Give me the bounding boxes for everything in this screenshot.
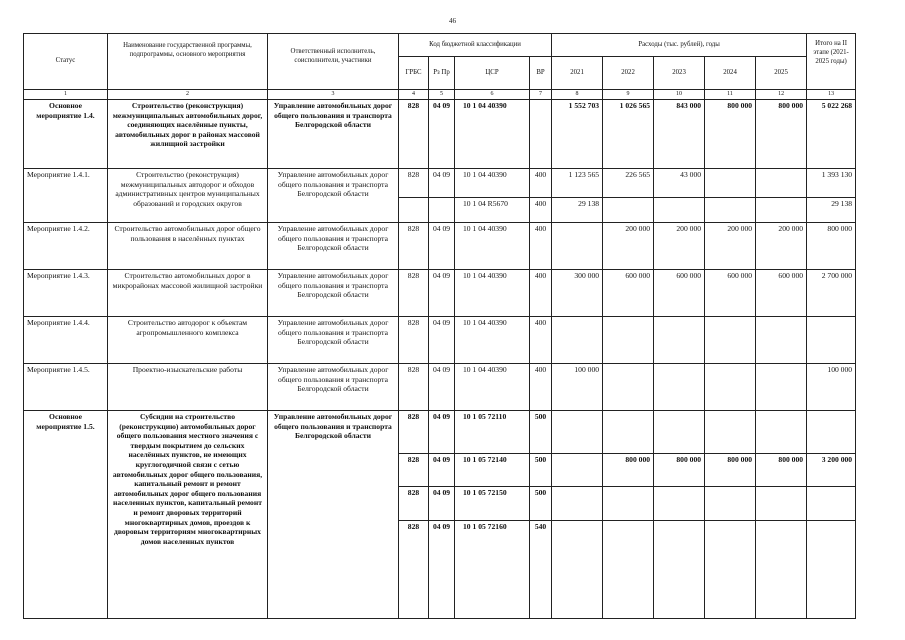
value-2021 bbox=[552, 521, 603, 619]
value-2025 bbox=[756, 411, 807, 454]
name-cell: Проектно-изыскательские работы bbox=[108, 364, 268, 411]
value-2022 bbox=[603, 521, 654, 619]
value-2024: 200 000 bbox=[705, 223, 756, 270]
grbs-cell: 828 bbox=[399, 100, 429, 169]
value-2025 bbox=[756, 198, 807, 223]
csr-cell: 10 1 04 40390 bbox=[455, 169, 530, 198]
col-number: 2 bbox=[108, 90, 268, 100]
table-row bbox=[24, 270, 856, 317]
rzpr-cell: 04 09 bbox=[429, 169, 455, 198]
vr-cell: 400 bbox=[530, 317, 552, 364]
total-cell: 29 138 bbox=[807, 198, 856, 223]
value-2022: 226 565 bbox=[603, 169, 654, 198]
name-cell: Строительство (реконструкция) межмуниципальных автомобильных дорог, соединяющих населённые пункты, автомобильных дорог в районах массовой жилищной застройки bbox=[108, 100, 268, 169]
status-cell: Мероприятие 1.4.3. bbox=[24, 270, 108, 317]
grbs-cell: 828 bbox=[399, 487, 429, 521]
value-2025: 800 000 bbox=[756, 100, 807, 169]
executor-cell: Управление автомобильных дорог общего пользования и транспорта Белгородской области bbox=[268, 364, 399, 411]
vr-cell: 500 bbox=[530, 454, 552, 487]
total-cell: 1 393 130 bbox=[807, 169, 856, 198]
header-expenses: Расходы (тыс. рублей), годы bbox=[552, 34, 807, 57]
col-number: 3 bbox=[268, 90, 399, 100]
status-cell: Мероприятие 1.4.5. bbox=[24, 364, 108, 411]
value-2024 bbox=[705, 521, 756, 619]
value-2024: 800 000 bbox=[705, 454, 756, 487]
name-cell: Строительство автодорог к объектам агропромышленного комплекса bbox=[108, 317, 268, 364]
value-2023 bbox=[654, 521, 705, 619]
value-2022: 200 000 bbox=[603, 223, 654, 270]
vr-cell: 500 bbox=[530, 411, 552, 454]
vr-cell: 400 bbox=[530, 270, 552, 317]
name-cell: Строительство автомобильных дорог общего пользования в населённых пунктах bbox=[108, 223, 268, 270]
total-cell: 3 200 000 bbox=[807, 454, 856, 487]
value-2024 bbox=[705, 411, 756, 454]
rzpr-cell: 04 09 bbox=[429, 411, 455, 454]
value-2023: 800 000 bbox=[654, 454, 705, 487]
value-2021 bbox=[552, 487, 603, 521]
header-2024: 2024 bbox=[705, 57, 756, 90]
status-cell: Мероприятие 1.4.4. bbox=[24, 317, 108, 364]
value-2021: 300 000 bbox=[552, 270, 603, 317]
header-grbs: ГРБС bbox=[399, 57, 429, 90]
executor-cell: Управление автомобильных дорог общего пользования и транспорта Белгородской области bbox=[268, 411, 399, 619]
value-2021 bbox=[552, 411, 603, 454]
value-2022 bbox=[603, 411, 654, 454]
rzpr-cell: 04 09 bbox=[429, 317, 455, 364]
value-2022 bbox=[603, 317, 654, 364]
executor-cell: Управление автомобильных дорог общего пользования и транспорта Белгородской области bbox=[268, 270, 399, 317]
vr-cell: 400 bbox=[530, 169, 552, 198]
rzpr-cell: 04 09 bbox=[429, 223, 455, 270]
value-2025 bbox=[756, 169, 807, 198]
value-2024: 600 000 bbox=[705, 270, 756, 317]
total-cell: 100 000 bbox=[807, 364, 856, 411]
column-number-row bbox=[24, 90, 856, 100]
header-2021: 2021 bbox=[552, 57, 603, 90]
total-cell bbox=[807, 317, 856, 364]
value-2025: 200 000 bbox=[756, 223, 807, 270]
grbs-cell: 828 bbox=[399, 270, 429, 317]
name-cell: Субсидии на строительство (реконструкцию) автомобильных дорог общего пользования местного значения с твердым покрытием до сельских населённых пунктов, не имеющих круглогодичной связи с сетью автомобильных дорог общего пользования, капитальный ремонт и ремонт автомобильных дорог общего пользования населенных пунктов, капитальный ремонт и ремонт дворовых территорий многоквартирных домов, проездов к дворовым территориям многоквартирных домов населенных пунктов bbox=[108, 411, 268, 619]
value-2022: 1 026 565 bbox=[603, 100, 654, 169]
rzpr-cell bbox=[429, 198, 455, 223]
rzpr-cell: 04 09 bbox=[429, 100, 455, 169]
grbs-cell: 828 bbox=[399, 521, 429, 619]
value-2023: 43 000 bbox=[654, 169, 705, 198]
value-2023 bbox=[654, 487, 705, 521]
status-cell: Мероприятие 1.4.2. bbox=[24, 223, 108, 270]
value-2021: 1 552 703 bbox=[552, 100, 603, 169]
header-2022: 2022 bbox=[603, 57, 654, 90]
col-number: 8 bbox=[552, 90, 603, 100]
rzpr-cell: 04 09 bbox=[429, 487, 455, 521]
value-2023 bbox=[654, 411, 705, 454]
grbs-cell: 828 bbox=[399, 223, 429, 270]
value-2023: 843 000 bbox=[654, 100, 705, 169]
page-number: 46 bbox=[449, 17, 456, 25]
total-cell: 800 000 bbox=[807, 223, 856, 270]
vr-cell: 540 bbox=[530, 521, 552, 619]
grbs-cell: 828 bbox=[399, 364, 429, 411]
total-cell bbox=[807, 411, 856, 454]
col-number: 7 bbox=[530, 90, 552, 100]
name-cell: Строительство (реконструкция) межмуниципальных автодорог и обходов административных центров муниципальных образований и городских округов bbox=[108, 169, 268, 223]
rzpr-cell: 04 09 bbox=[429, 521, 455, 619]
csr-cell: 10 1 05 72150 bbox=[455, 487, 530, 521]
vr-cell bbox=[530, 100, 552, 169]
value-2024: 800 000 bbox=[705, 100, 756, 169]
csr-cell: 10 1 05 72140 bbox=[455, 454, 530, 487]
status-cell: Основное мероприятие 1.5. bbox=[24, 411, 108, 619]
vr-cell: 400 bbox=[530, 364, 552, 411]
value-2022 bbox=[603, 487, 654, 521]
rzpr-cell: 04 09 bbox=[429, 454, 455, 487]
value-2023: 600 000 bbox=[654, 270, 705, 317]
header-executor: Ответственный исполнитель, соисполнители, участники bbox=[268, 34, 399, 90]
value-2022: 800 000 bbox=[603, 454, 654, 487]
csr-cell: 10 1 04 R5670 bbox=[455, 198, 530, 223]
col-number: 10 bbox=[654, 90, 705, 100]
csr-cell: 10 1 04 40390 bbox=[455, 270, 530, 317]
grbs-cell bbox=[399, 198, 429, 223]
col-number: 13 bbox=[807, 90, 856, 100]
value-2021: 100 000 bbox=[552, 364, 603, 411]
value-2021: 1 123 565 bbox=[552, 169, 603, 198]
value-2024 bbox=[705, 364, 756, 411]
total-cell bbox=[807, 521, 856, 619]
value-2025: 800 000 bbox=[756, 454, 807, 487]
grbs-cell: 828 bbox=[399, 317, 429, 364]
table-row bbox=[24, 411, 856, 454]
table-row bbox=[24, 364, 856, 411]
col-number: 1 bbox=[24, 90, 108, 100]
executor-cell: Управление автомобильных дорог общего пользования и транспорта Белгородской области bbox=[268, 317, 399, 364]
csr-cell: 10 1 04 40390 bbox=[455, 223, 530, 270]
executor-cell: Управление автомобильных дорог общего пользования и транспорта Белгородской области bbox=[268, 100, 399, 169]
value-2025: 600 000 bbox=[756, 270, 807, 317]
status-cell: Мероприятие 1.4.1. bbox=[24, 169, 108, 223]
value-2021 bbox=[552, 454, 603, 487]
value-2021 bbox=[552, 223, 603, 270]
table-row bbox=[24, 169, 856, 198]
grbs-cell: 828 bbox=[399, 454, 429, 487]
table-row bbox=[24, 100, 856, 169]
status-cell: Основное мероприятие 1.4. bbox=[24, 100, 108, 169]
header-budget-code: Код бюджетной классификации bbox=[399, 34, 552, 57]
header-2025: 2025 bbox=[756, 57, 807, 90]
value-2024 bbox=[705, 317, 756, 364]
csr-cell: 10 1 05 72110 bbox=[455, 411, 530, 454]
grbs-cell: 828 bbox=[399, 169, 429, 198]
value-2022 bbox=[603, 198, 654, 223]
csr-cell: 10 1 04 40390 bbox=[455, 317, 530, 364]
value-2025 bbox=[756, 364, 807, 411]
total-cell: 5 022 268 bbox=[807, 100, 856, 169]
col-number: 5 bbox=[429, 90, 455, 100]
header-2023: 2023 bbox=[654, 57, 705, 90]
executor-cell: Управление автомобильных дорог общего пользования и транспорта Белгородской области bbox=[268, 169, 399, 223]
csr-cell: 10 1 04 40390 bbox=[455, 100, 530, 169]
value-2024 bbox=[705, 169, 756, 198]
value-2025 bbox=[756, 487, 807, 521]
header-rzpr: Рз Пр bbox=[429, 57, 455, 90]
total-cell bbox=[807, 487, 856, 521]
grbs-cell: 828 bbox=[399, 411, 429, 454]
header-name: Наименование государственной программы, подпрограммы, основного мероприятия bbox=[108, 34, 268, 90]
executor-cell: Управление автомобильных дорог общего пользования и транспорта Белгородской области bbox=[268, 223, 399, 270]
budget-table bbox=[23, 33, 856, 619]
vr-cell: 500 bbox=[530, 487, 552, 521]
csr-cell: 10 1 05 72160 bbox=[455, 521, 530, 619]
value-2023 bbox=[654, 317, 705, 364]
vr-cell: 400 bbox=[530, 223, 552, 270]
table-row bbox=[24, 223, 856, 270]
value-2025 bbox=[756, 317, 807, 364]
header-csr: ЦСР bbox=[455, 57, 530, 90]
value-2021 bbox=[552, 317, 603, 364]
value-2025 bbox=[756, 521, 807, 619]
value-2023 bbox=[654, 198, 705, 223]
header-vr: ВР bbox=[530, 57, 552, 90]
value-2023 bbox=[654, 364, 705, 411]
col-number: 4 bbox=[399, 90, 429, 100]
header-row bbox=[24, 34, 856, 57]
rzpr-cell: 04 09 bbox=[429, 270, 455, 317]
value-2023: 200 000 bbox=[654, 223, 705, 270]
header-status: Статус bbox=[24, 34, 108, 90]
rzpr-cell: 04 09 bbox=[429, 364, 455, 411]
col-number: 6 bbox=[455, 90, 530, 100]
header-total: Итого на II этапе (2021-2025 годы) bbox=[807, 34, 856, 90]
col-number: 12 bbox=[756, 90, 807, 100]
value-2021: 29 138 bbox=[552, 198, 603, 223]
table-row bbox=[24, 317, 856, 364]
col-number: 11 bbox=[705, 90, 756, 100]
name-cell: Строительство автомобильных дорог в микрорайонах массовой жилищной застройки bbox=[108, 270, 268, 317]
value-2024 bbox=[705, 487, 756, 521]
value-2022 bbox=[603, 364, 654, 411]
csr-cell: 10 1 04 40390 bbox=[455, 364, 530, 411]
col-number: 9 bbox=[603, 90, 654, 100]
value-2022: 600 000 bbox=[603, 270, 654, 317]
value-2024 bbox=[705, 198, 756, 223]
total-cell: 2 700 000 bbox=[807, 270, 856, 317]
vr-cell: 400 bbox=[530, 198, 552, 223]
